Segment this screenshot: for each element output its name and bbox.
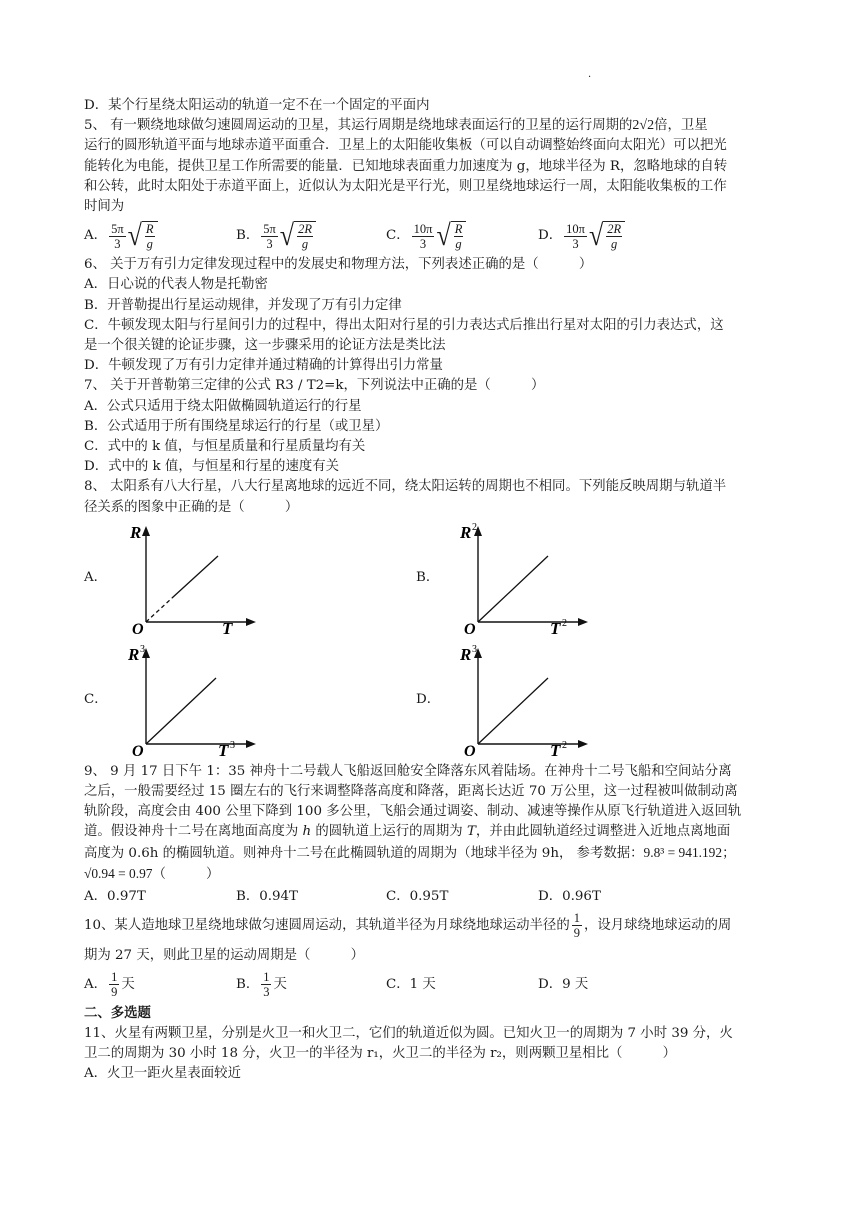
q10-option-c[interactable]: C． 1 天: [386, 976, 436, 992]
x-axis-exponent: 2: [562, 739, 567, 751]
q6-option-a[interactable]: A．日心说的代表人物是托勒密: [84, 277, 268, 293]
q5-stem-line2: 运行的圆形轨道平面与地球赤道平面重合．卫星上的太阳能收集板（可以自动调整始终面向太阳光）可以把光: [84, 138, 727, 154]
q9-option-b[interactable]: B．0.94T: [236, 889, 298, 905]
q9-line3: 轨阶段，高度会由 400 公里下降到 100 多公里，飞船会通过调姿、制动、减速等操作从原飞行轨道进入返回轨: [84, 804, 742, 820]
x-axis-label: T: [550, 618, 561, 638]
y-axis-label: R: [128, 644, 140, 664]
graph-d: [460, 643, 604, 760]
q8-option-c[interactable]: C． R 3 T 3 O: [84, 644, 416, 756]
q9-option-d[interactable]: D．0.96T: [538, 889, 601, 905]
q5-options: [84, 218, 804, 253]
exam-page: [84, 96, 804, 1084]
section-heading-multiple-choice: 二、多选题: [84, 1005, 151, 1022]
origin-label: O: [464, 620, 476, 638]
q6-stem: 6、 关于万有引力定律发现过程中的发展史和物理方法，下列表述正确的是（ ）: [84, 257, 593, 273]
q10-options: [84, 970, 804, 999]
reference-value-2: √0.94 = 0.97: [84, 865, 153, 881]
graph-a: [130, 522, 272, 638]
q7-option-c[interactable]: C．式中的 k 值，与恒星质量和行星质量均有关: [84, 439, 366, 455]
fraction: $\frac{1}{9}$: [111, 970, 118, 1000]
q9-line6: √0.94 = 0.97（ ）: [84, 865, 220, 882]
q11-option-a[interactable]: A．火卫一距火星表面较近: [84, 1066, 241, 1082]
sqrt: √ 2R g: [280, 221, 316, 251]
q11-line1: 11、火星有两颗卫星，分别是火卫一和火卫二，它们的轨道近似为圆。已知火卫一的周期为 7 小时 39 分，火: [84, 1025, 733, 1041]
q9-options: [84, 887, 804, 907]
q8-option-b[interactable]: B． R 2 T 2 O: [416, 522, 748, 634]
x-axis-label: T: [222, 618, 233, 638]
q8-option-d[interactable]: D． R 3 T 2 O: [416, 644, 748, 756]
fraction: $\frac{1}{3}$: [263, 970, 270, 1000]
fraction: $\frac{10\pi}{3}$: [566, 221, 585, 251]
q5-stem-line5: 时间为: [84, 199, 125, 215]
q10-option-d[interactable]: D． 9 天: [538, 976, 589, 992]
fraction: $\frac{10\pi}{3}$: [413, 221, 433, 251]
sqrt: √ R g: [128, 221, 158, 251]
reference-value-1: 9.8³ = 941.192: [643, 844, 723, 860]
fraction: $\frac{5\pi}{3}$: [263, 221, 276, 251]
sqrt: √ R g: [436, 221, 466, 251]
origin-label: O: [464, 742, 476, 760]
q9-line2: 之后，一般需要经过 15 圈左右的飞行来调整降落高度和降落，距离长达近 70 万公里，这一过程被叫做制动离: [84, 784, 738, 800]
q9-option-c[interactable]: C．0.95T: [386, 889, 449, 905]
q5-option-b[interactable]: B． $\frac{5\pi}{3}$ √ 2R g: [236, 221, 386, 251]
q6-option-c-line1[interactable]: C．牛顿发现太阳与行星间引力的过程中，得出太阳对行星的引力表达式后推出行星对太阳的引力表达式，这: [84, 317, 724, 333]
fraction: $\frac{1}{9}$: [573, 911, 580, 941]
q6-option-c-line2: 是一个很关键的论证步骤，这一步骤采用的论证方法是类比法: [84, 338, 446, 354]
graph-c: [128, 643, 272, 760]
x-axis-exponent: 2: [562, 617, 567, 629]
q10-option-a[interactable]: A． $\frac{1}{9}$ 天: [84, 970, 135, 1000]
y-axis-exponent: 3: [472, 643, 477, 655]
q8-stem-line2: 径关系的图象中正确的是（ ）: [84, 499, 299, 515]
q6-option-b[interactable]: B．开普勒提出行星运动规律，并发现了万有引力定律: [84, 297, 402, 313]
x-axis-label: T: [218, 740, 229, 760]
q7-option-b[interactable]: B．公式适用于所有围绕星球运行的行星（或卫星）: [84, 418, 389, 434]
q5-stem-line1: 5、 有一颗绕地球做匀速圆周运动的卫星，其运行周期是绕地球表面运行的卫星的运行周期的2√2倍，卫星: [84, 118, 708, 134]
x-axis-label: T: [550, 740, 561, 760]
y-axis-label: R: [460, 644, 472, 664]
q9-option-a[interactable]: A．0.97T: [84, 889, 146, 905]
q6-option-d[interactable]: D．牛顿发现了万有引力定律并通过精确的计算得出引力常量: [84, 358, 443, 374]
q8-option-a[interactable]: A． R T O: [84, 522, 416, 634]
q5-stem-line4: 和公转，此时太阳处于赤道平面上，近似认为太阳光是平行光，则卫星绕地球运行一周，太阳能收集板的工作: [84, 178, 727, 194]
origin-label: O: [132, 742, 144, 760]
graph-b: [460, 521, 604, 638]
q5-option-a[interactable]: A． $\frac{5\pi}{3}$ √ R g: [84, 221, 236, 251]
x-axis-exponent: 3: [230, 739, 235, 751]
y-axis-exponent: 2: [472, 521, 477, 533]
header-dot: ·: [588, 72, 592, 83]
y-axis-label: R: [460, 522, 472, 542]
q7-option-d[interactable]: D．式中的 k 值，与恒星和行星的速度有关: [84, 459, 340, 475]
sqrt: √ 2R g: [589, 221, 625, 251]
y-axis-label: R: [130, 522, 142, 542]
q9-line1: 9、 9 月 17 日下午 1：35 神舟十二号载人飞船返回舱安全降落东风着陆场。在神舟十二号飞船和空间站分离: [84, 763, 732, 779]
q8-stem-line1: 8、 太阳系有八大行星，八大行星离地球的远近不同，绕太阳运转的周期也不相同。下列能反映周期与轨道半: [84, 479, 727, 495]
q5-option-c[interactable]: C． $\frac{10\pi}{3}$ √ R g: [386, 221, 538, 251]
q10-stem-line1: 10、某人造地球卫星绕地球做匀速圆周运动，其轨道半径为月球绕地球运动半径的 $\frac{1}{9}$ ，设月球绕地球运动的周: [84, 911, 732, 941]
y-axis-exponent: 3: [140, 643, 145, 655]
q5-option-d[interactable]: D． $\frac{10\pi}{3}$ √ 2R g: [538, 221, 625, 251]
q8-graphs-row2: [84, 643, 804, 760]
q5-factor: 2√2: [632, 118, 655, 134]
q8-graphs-row1: [84, 521, 804, 638]
q9-line5: 高度为 0.6h 的椭圆轨道。则神舟十二号在此椭圆轨道的周期为（地球半径为 9h， 参考数据：9.8³ = 941.192；: [84, 844, 736, 861]
q7-option-a[interactable]: A．公式只适用于绕太阳做椭圆轨道运行的行星: [84, 398, 362, 414]
q9-line4: 道。假设神舟十二号在离地面高度为 h 的圆轨道上运行的周期为 T，并由此圆轨道经过调整进入近地点离地面: [84, 824, 731, 840]
fraction: $\frac{5\pi}{3}$: [111, 221, 124, 251]
q11-line2: 卫二的周期为 30 小时 18 分，火卫一的半径为 r₁，火卫二的半径为 r₂，则两颗卫星相比（ ）: [84, 1045, 676, 1061]
q10-option-b[interactable]: B． $\frac{1}{3}$ 天: [236, 970, 287, 1000]
q10-stem-line2: 期为 27 天，则此卫星的运动周期是（ ）: [84, 948, 364, 964]
q4-option-d: D．某个行星绕太阳运动的轨道一定不在一个固定的平面内: [84, 98, 430, 113]
q5-stem-line3: 能转化为电能，提供卫星工作所需要的能量．已知地球表面重力加速度为 g，地球半径为 R，忽略地球的自转: [84, 158, 728, 174]
origin-label: O: [132, 620, 144, 638]
q7-stem: 7、 关于开普勒第三定律的公式 R3 / T2=k，下列说法中正确的是（ ）: [84, 378, 545, 394]
